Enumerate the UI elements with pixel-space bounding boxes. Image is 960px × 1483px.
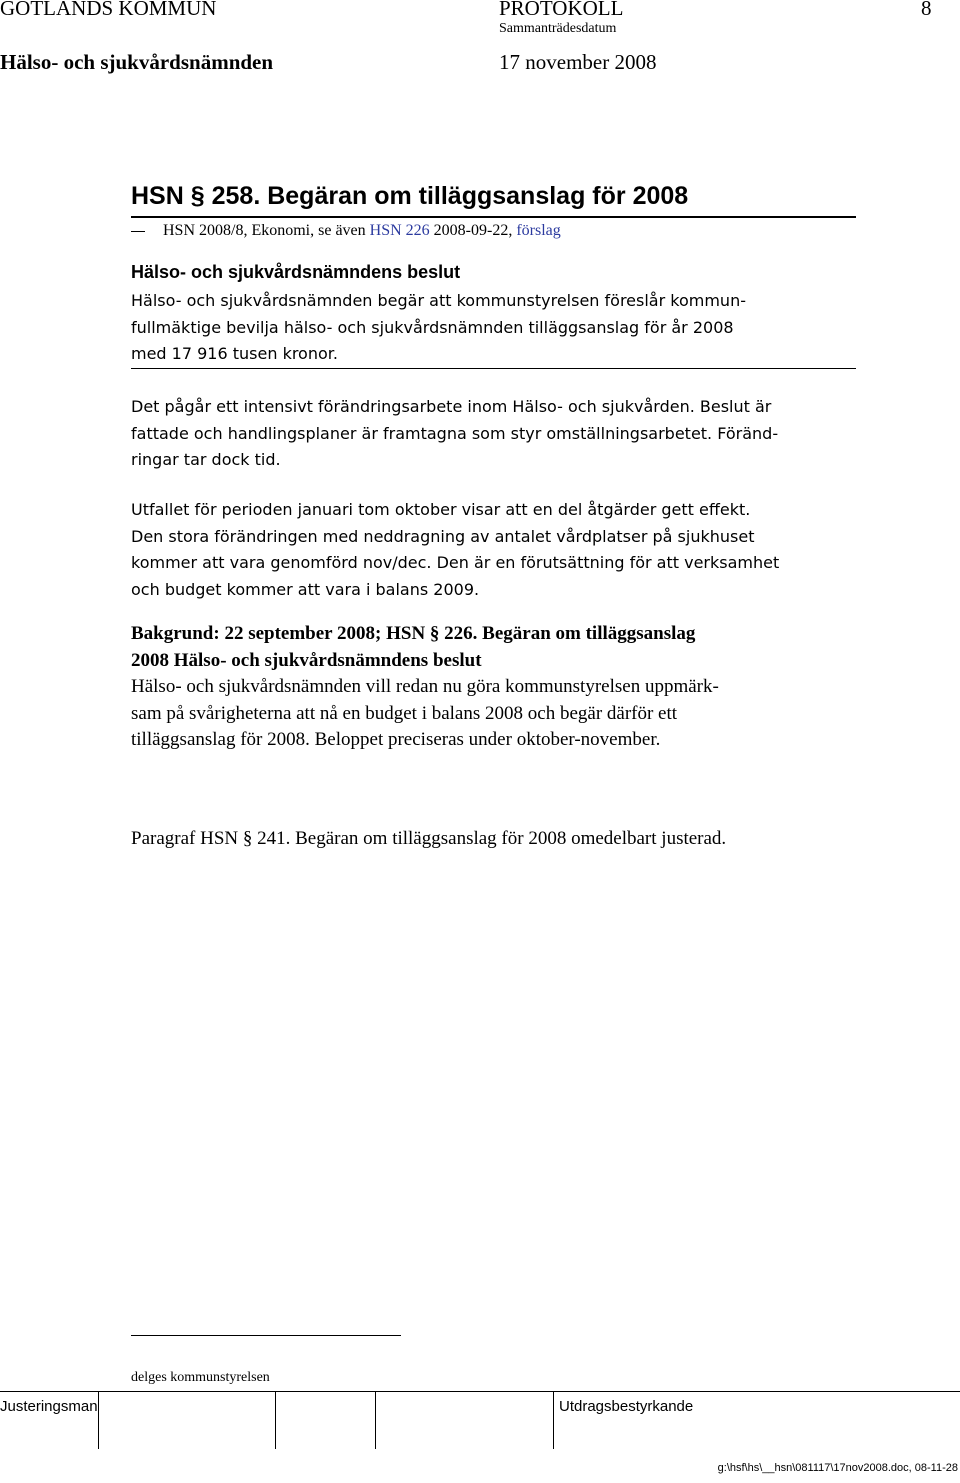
paragraph-line: med 17 916 tusen kronor.: [131, 344, 338, 363]
page-number: 8: [921, 0, 932, 20]
decision-paragraph: [131, 288, 746, 368]
adjusted-prefix: Paragraf HSN: [131, 828, 239, 849]
paragraph-line: kommer att vara genomförd nov/dec. Den är en förutsättning för att verksamhet: [131, 553, 780, 572]
decision-heading: Hälso- och sjukvårdsnämndens beslut: [131, 262, 461, 282]
paragraph-line: Hälso- och sjukvårdsnämnden begär att kommunstyrelsen föreslår kommun-: [131, 291, 746, 310]
paragraph-line: fullmäktige bevilja hälso- och sjukvårdsnämnden tilläggsanslag för år 2008: [131, 317, 734, 337]
paragraph-line: sam på svårigheterna att nå en budget i balans 2008 och begär därför ett: [131, 702, 678, 724]
reference-suffix: 2008-09-22,: [429, 222, 517, 239]
paragraph-line: tilläggsanslag för 2008. Beloppet preciseras under oktober-november.: [131, 729, 661, 750]
distribution-note: delges kommunstyrelsen: [131, 1370, 270, 1385]
section-symbol-icon: §: [429, 623, 440, 644]
background-heading-prefix: Bakgrund: 22 september 2008; HSN: [131, 623, 426, 644]
paragraph-line: Det pågår ett intensivt förändringsarbete inom Hälso- och sjukvården. Beslut är: [131, 397, 772, 416]
meeting-date-label: Sammanträdesdatum: [499, 21, 617, 36]
background-paragraph: [131, 621, 719, 754]
section-symbol-icon: §: [242, 828, 253, 849]
signature-cell: [275, 1391, 376, 1449]
signature-cell: [375, 1391, 554, 1449]
section-symbol-icon: §: [190, 182, 205, 210]
section-title-prefix: HSN: [131, 182, 184, 210]
distribution-rule: [131, 1335, 401, 1336]
dash-bullet-icon: [131, 231, 145, 232]
organization-name: GOTLANDS KOMMUN: [0, 0, 217, 20]
section-title-rule: [131, 216, 856, 218]
paragraph-line: och budget kommer att vara i balans 2009.: [131, 579, 480, 599]
reference-link-hsn226[interactable]: HSN 226: [369, 222, 430, 239]
decision-rule: [131, 368, 856, 369]
background-heading-line2: 2008 Hälso- och sjukvårdsnämndens beslut: [131, 649, 482, 671]
reference-prefix: HSN 2008/8, Ekonomi, se även: [163, 222, 370, 239]
paragraph-line: Hälso- och sjukvårdsnämnden vill redan nu göra kommunstyrelsen uppmärk-: [131, 676, 719, 697]
committee-name: Hälso- och sjukvårdsnämnden: [0, 50, 274, 74]
reference-link-forslag[interactable]: förslag: [516, 222, 561, 239]
justering-label: Justeringsman: [0, 1398, 98, 1415]
paragraph-line: ringar tar dock tid.: [131, 450, 281, 469]
adjusted-suffix: 241. Begäran om tilläggsanslag för 2008 omedelbart justerad.: [257, 828, 727, 849]
section-title: [131, 182, 688, 211]
document-type: PROTOKOLL: [499, 0, 624, 20]
change-work-paragraph: [131, 394, 778, 474]
background-heading: [131, 621, 719, 648]
reference-line: [131, 222, 561, 240]
paragraph-line: Utfallet för perioden januari tom oktober visar att en del åtgärder gett effekt.: [131, 500, 751, 519]
utdrag-label: Utdragsbestyrkande: [559, 1398, 694, 1415]
section-title-text: 258. Begäran om tilläggsanslag för 2008: [211, 182, 689, 210]
meeting-date: 17 november 2008: [499, 50, 657, 74]
file-path: g:\hsf\hs\__hsn\081117\17nov2008.doc, 08-11-28: [717, 1462, 958, 1474]
adjusted-paragraph: [131, 826, 726, 853]
paragraph-line: Den stora förändringen med neddragning av antalet vårdplatser på sjukhuset: [131, 526, 755, 546]
outcome-paragraph: [131, 497, 779, 603]
background-heading-suffix: 226. Begäran om tilläggsanslag: [444, 623, 696, 644]
signature-cell: [98, 1391, 276, 1449]
paragraph-line: fattade och handlingsplaner är framtagna som styr omställningsarbetet. Föränd-: [131, 423, 779, 443]
